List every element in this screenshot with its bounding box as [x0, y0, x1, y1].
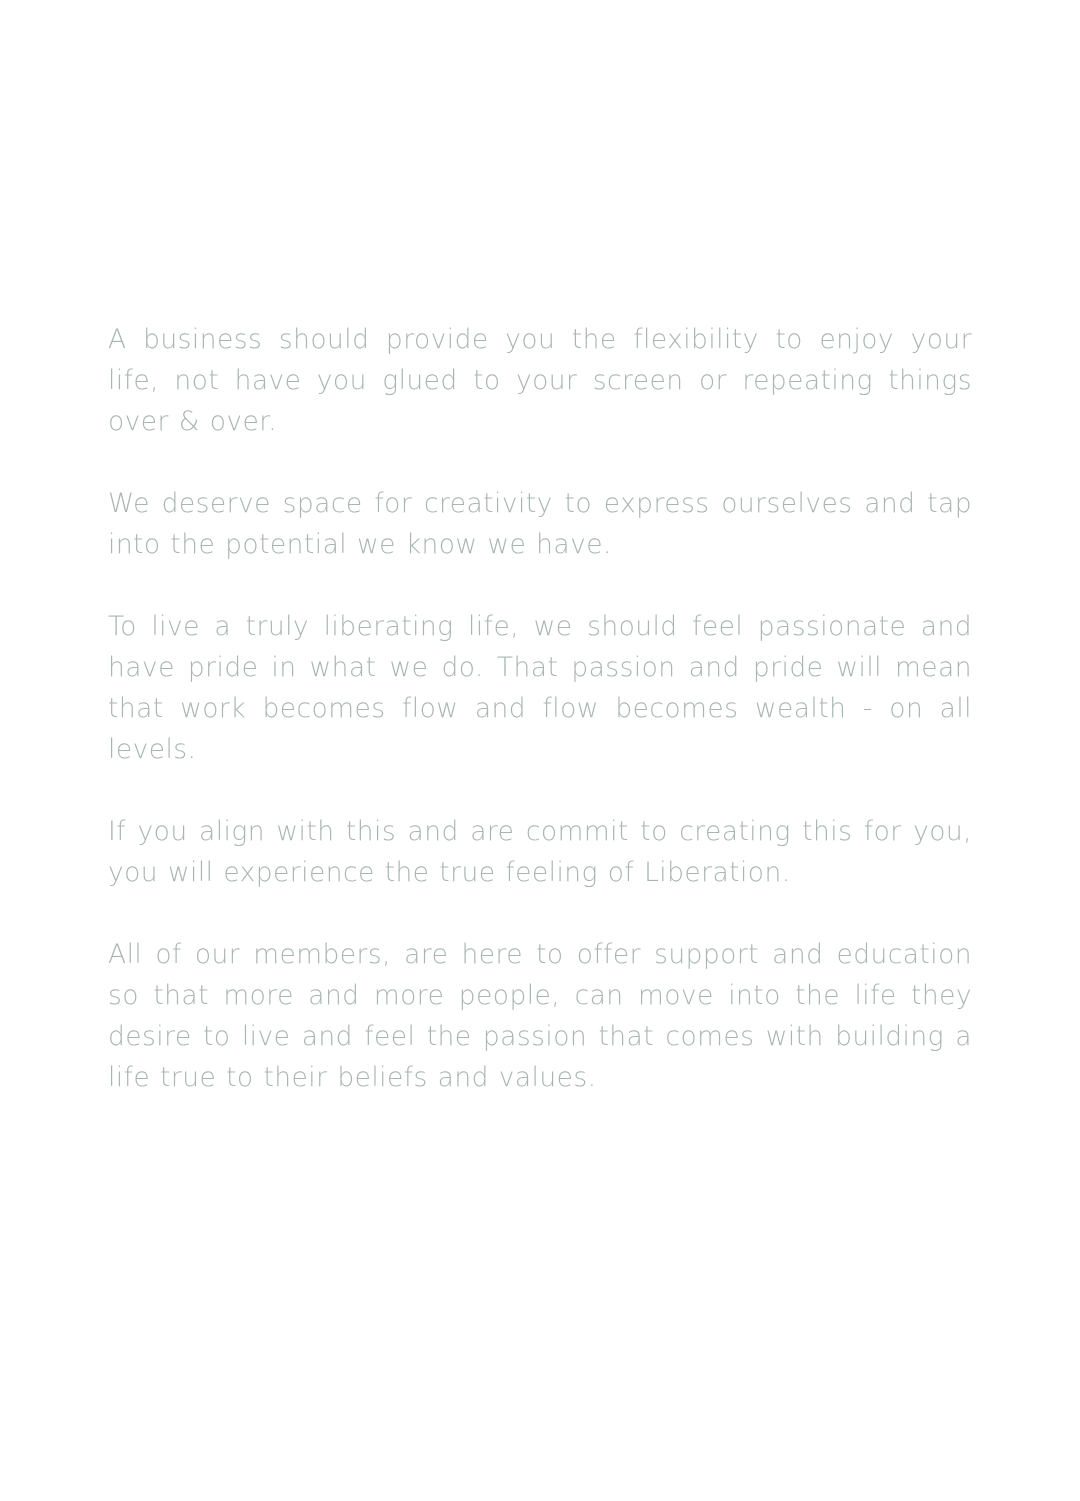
body-text	[108, 319, 972, 1098]
paragraph-liberation: If you align with this and are commit to creating this for you, you will experience the true feeling of Liberation.	[108, 816, 972, 888]
paragraph-flexibility: A business should provide you the flexibility to enjoy your life, not have you glued to your screen or repeating things over & over.	[108, 324, 972, 437]
paragraph-members: All of our members, are here to offer support and education so that more and more people, can move into the life they desire to live and feel the passion that comes with building a life true to their beliefs and values.	[108, 939, 972, 1093]
paragraph-creativity: We deserve space for creativity to express ourselves and tap into the potential we know we have.	[108, 488, 972, 560]
paragraph-passion: To live a truly liberating life, we should feel passionate and have pride in what we do. That passion and pride will mean that work becomes flow and flow becomes wealth - on all levels.	[108, 611, 972, 765]
